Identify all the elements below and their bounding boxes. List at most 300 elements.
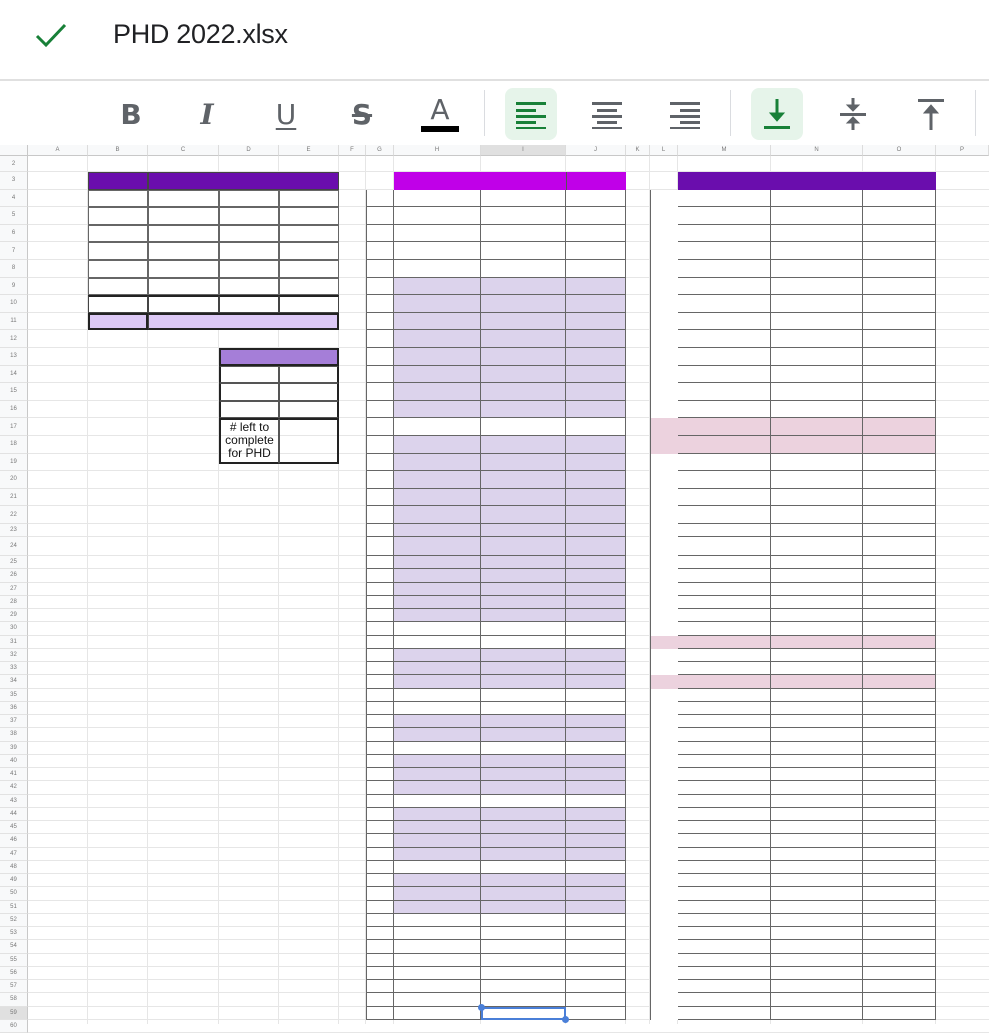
row-header-25[interactable]: 25 <box>0 556 28 569</box>
starts-row-finished[interactable] <box>566 662 626 675</box>
ufo-row-name[interactable] <box>678 260 771 278</box>
starts-row-name[interactable] <box>394 689 481 702</box>
ufo-row-name[interactable] <box>678 636 771 649</box>
row-header-7[interactable]: 7 <box>0 242 28 260</box>
starts-row-finished[interactable] <box>566 489 626 507</box>
ufo-row-finished[interactable] <box>863 583 936 596</box>
ufo-row-finished[interactable] <box>863 914 936 927</box>
ufo-row-finished[interactable] <box>863 689 936 702</box>
ufo-row-note[interactable] <box>771 260 863 278</box>
starts-row-name[interactable] <box>394 278 481 296</box>
starts-row-name[interactable] <box>394 454 481 472</box>
ufo-row-finished[interactable] <box>863 887 936 900</box>
ufo-row-finished[interactable] <box>863 821 936 834</box>
starts-row-name[interactable] <box>394 524 481 537</box>
column-header-d[interactable]: D <box>219 145 279 156</box>
starts-row-finished[interactable] <box>566 728 626 741</box>
row-header-22[interactable]: 22 <box>0 506 28 524</box>
ufo-row-name[interactable] <box>678 583 771 596</box>
ufo-row-note[interactable] <box>771 348 863 366</box>
ufo-row-name[interactable] <box>678 401 771 419</box>
starts-row-finished[interactable] <box>566 295 626 313</box>
ufo-row-note[interactable] <box>771 313 863 331</box>
starts-row-finished[interactable] <box>566 861 626 874</box>
starts-row-name[interactable] <box>394 242 481 260</box>
ufo-row-note[interactable] <box>771 702 863 715</box>
ufo-row-note[interactable] <box>771 207 863 225</box>
ufo-row-name[interactable] <box>678 313 771 331</box>
starts-row-finished[interactable] <box>566 622 626 635</box>
ufo-row-finished[interactable] <box>863 636 936 649</box>
starts-row-finished[interactable] <box>566 649 626 662</box>
ufo-row-name[interactable] <box>678 609 771 622</box>
row-header-3[interactable]: 3 <box>0 172 28 190</box>
italic-button[interactable] <box>181 88 233 140</box>
starts-row-desc[interactable] <box>481 808 566 821</box>
ufo-row-name[interactable] <box>678 742 771 755</box>
ufo-row-name[interactable] <box>678 471 771 489</box>
month-count[interactable] <box>148 260 219 278</box>
column-header-e[interactable]: E <box>279 145 339 156</box>
ufo-row-finished[interactable] <box>863 834 936 847</box>
starts-row-name[interactable] <box>394 295 481 313</box>
starts-row-finished[interactable] <box>566 596 626 609</box>
starts-row-desc[interactable] <box>481 260 566 278</box>
ufo-row-finished[interactable] <box>863 848 936 861</box>
starts-row-name[interactable] <box>394 954 481 967</box>
row-header-33[interactable]: 33 <box>0 662 28 675</box>
ufo-row-note[interactable] <box>771 436 863 454</box>
starts-row-finished[interactable] <box>566 887 626 900</box>
starts-row-name[interactable] <box>394 556 481 569</box>
starts-row-finished[interactable] <box>566 225 626 243</box>
starts-row-finished[interactable] <box>566 190 626 208</box>
starts-row-desc[interactable] <box>481 583 566 596</box>
starts-row-finished[interactable] <box>566 967 626 980</box>
ufo-row-name[interactable] <box>678 489 771 507</box>
starts-row-finished[interactable] <box>566 927 626 940</box>
ufo-row-finished[interactable] <box>863 569 936 582</box>
starts-row-desc[interactable] <box>481 190 566 208</box>
ufo-row-finished[interactable] <box>863 383 936 401</box>
ufo-row-note[interactable] <box>771 821 863 834</box>
ufo-row-finished[interactable] <box>863 609 936 622</box>
starts-row-name[interactable] <box>394 675 481 688</box>
ufo-row-name[interactable] <box>678 874 771 887</box>
ufo-row-name[interactable] <box>678 330 771 348</box>
starts-row-finished[interactable] <box>566 260 626 278</box>
starts-row-desc[interactable] <box>481 940 566 953</box>
ufo-row-note[interactable] <box>771 1007 863 1020</box>
ufo-row-finished[interactable] <box>863 537 936 556</box>
ufo-row-finished[interactable] <box>863 927 936 940</box>
starts-row-desc[interactable] <box>481 887 566 900</box>
column-header-o[interactable]: O <box>863 145 936 156</box>
starts-row-finished[interactable] <box>566 537 626 556</box>
ufo-row-note[interactable] <box>771 295 863 313</box>
starts-row-desc[interactable] <box>481 821 566 834</box>
starts-row-desc[interactable] <box>481 742 566 755</box>
row-header-47[interactable]: 47 <box>0 848 28 861</box>
row-header-52[interactable]: 52 <box>0 914 28 927</box>
starts-row-name[interactable] <box>394 418 481 436</box>
starts-row-finished[interactable] <box>566 940 626 953</box>
column-header-f[interactable]: F <box>339 145 366 156</box>
ufo-row-name[interactable] <box>678 702 771 715</box>
starts-row-finished[interactable] <box>566 834 626 847</box>
starts-row-finished[interactable] <box>566 506 626 524</box>
starts-row-finished[interactable] <box>566 383 626 401</box>
ufo-row-name[interactable] <box>678 622 771 635</box>
ufo-row-name[interactable] <box>678 506 771 524</box>
ufo-row-finished[interactable] <box>863 556 936 569</box>
ufo-row-note[interactable] <box>771 848 863 861</box>
starts-row-desc[interactable] <box>481 914 566 927</box>
starts-row-name[interactable] <box>394 781 481 794</box>
month-count[interactable] <box>279 225 339 243</box>
valign-bottom-button[interactable] <box>751 88 803 140</box>
row-header-9[interactable]: 9 <box>0 278 28 296</box>
starts-row-finished[interactable] <box>566 313 626 331</box>
starts-row-desc[interactable] <box>481 401 566 419</box>
ufo-row-name[interactable] <box>678 190 771 208</box>
ufo-row-name[interactable] <box>678 524 771 537</box>
starts-row-name[interactable] <box>394 609 481 622</box>
row-header-5[interactable]: 5 <box>0 207 28 225</box>
starts-row-finished[interactable] <box>566 278 626 296</box>
starts-row-finished[interactable] <box>566 848 626 861</box>
valign-top-button[interactable] <box>905 88 957 140</box>
ufo-row-name[interactable] <box>678 914 771 927</box>
starts-row-name[interactable] <box>394 1007 481 1020</box>
starts-row-finished[interactable] <box>566 742 626 755</box>
starts-row-desc[interactable] <box>481 556 566 569</box>
starts-row-name[interactable] <box>394 887 481 900</box>
starts-row-desc[interactable] <box>481 874 566 887</box>
ufo-row-note[interactable] <box>771 609 863 622</box>
ufo-row-name[interactable] <box>678 887 771 900</box>
starts-row-desc[interactable] <box>481 524 566 537</box>
ufo-row-note[interactable] <box>771 190 863 208</box>
ufo-row-finished[interactable] <box>863 954 936 967</box>
row-header-48[interactable]: 48 <box>0 861 28 874</box>
ufo-row-finished[interactable] <box>863 278 936 296</box>
ufo-row-finished[interactable] <box>863 596 936 609</box>
row-header-57[interactable]: 57 <box>0 980 28 993</box>
row-header-53[interactable]: 53 <box>0 927 28 940</box>
starts-row-finished[interactable] <box>566 980 626 993</box>
ufo-row-name[interactable] <box>678 993 771 1006</box>
ufo-row-finished[interactable] <box>863 313 936 331</box>
starts-row-desc[interactable] <box>481 689 566 702</box>
ufo-row-name[interactable] <box>678 821 771 834</box>
starts-row-name[interactable] <box>394 914 481 927</box>
bold-button[interactable] <box>105 88 157 140</box>
row-header-54[interactable]: 54 <box>0 940 28 953</box>
row-header-43[interactable]: 43 <box>0 795 28 808</box>
ufo-row-note[interactable] <box>771 675 863 688</box>
starts-row-finished[interactable] <box>566 242 626 260</box>
starts-row-name[interactable] <box>394 225 481 243</box>
row-header-30[interactable]: 30 <box>0 622 28 635</box>
selection-handle-bottom[interactable] <box>562 1016 569 1023</box>
month-count[interactable] <box>148 225 219 243</box>
ufo-row-finished[interactable] <box>863 366 936 384</box>
ufo-row-finished[interactable] <box>863 524 936 537</box>
row-header-56[interactable]: 56 <box>0 967 28 980</box>
ufo-row-note[interactable] <box>771 980 863 993</box>
ufo-row-note[interactable] <box>771 330 863 348</box>
column-header-i[interactable]: I <box>481 145 566 156</box>
column-header-a[interactable]: A <box>28 145 88 156</box>
row-header-34[interactable]: 34 <box>0 675 28 688</box>
ufo-row-name[interactable] <box>678 689 771 702</box>
ufo-row-note[interactable] <box>771 583 863 596</box>
ufo-row-finished[interactable] <box>863 901 936 914</box>
starts-row-name[interactable] <box>394 874 481 887</box>
starts-row-desc[interactable] <box>481 649 566 662</box>
starts-row-finished[interactable] <box>566 418 626 436</box>
ufo-row-note[interactable] <box>771 556 863 569</box>
month-count[interactable] <box>148 190 219 208</box>
starts-row-name[interactable] <box>394 795 481 808</box>
row-header-8[interactable]: 8 <box>0 260 28 278</box>
ufo-row-name[interactable] <box>678 295 771 313</box>
ufo-row-note[interactable] <box>771 401 863 419</box>
ufo-row-note[interactable] <box>771 874 863 887</box>
row-header-58[interactable]: 58 <box>0 993 28 1006</box>
starts-row-name[interactable] <box>394 728 481 741</box>
ufo-row-finished[interactable] <box>863 675 936 688</box>
starts-row-desc[interactable] <box>481 755 566 768</box>
starts-row-name[interactable] <box>394 383 481 401</box>
row-header-31[interactable]: 31 <box>0 636 28 649</box>
starts-row-finished[interactable] <box>566 821 626 834</box>
starts-row-desc[interactable] <box>481 366 566 384</box>
ufo-row-name[interactable] <box>678 278 771 296</box>
starts-row-finished[interactable] <box>566 1007 626 1020</box>
ufo-row-name[interactable] <box>678 795 771 808</box>
starts-row-desc[interactable] <box>481 348 566 366</box>
ufo-row-note[interactable] <box>771 993 863 1006</box>
starts-row-name[interactable] <box>394 662 481 675</box>
starts-row-name[interactable] <box>394 808 481 821</box>
ufo-row-note[interactable] <box>771 278 863 296</box>
row-header-41[interactable]: 41 <box>0 768 28 781</box>
starts-row-desc[interactable] <box>481 506 566 524</box>
ufo-row-finished[interactable] <box>863 874 936 887</box>
ufo-row-finished[interactable] <box>863 715 936 728</box>
starts-row-name[interactable] <box>394 636 481 649</box>
row-header-46[interactable]: 46 <box>0 834 28 847</box>
underline-button[interactable] <box>260 88 312 140</box>
ufo-row-finished[interactable] <box>863 471 936 489</box>
row-header-16[interactable]: 16 <box>0 401 28 419</box>
starts-row-name[interactable] <box>394 742 481 755</box>
starts-row-name[interactable] <box>394 583 481 596</box>
ufo-row-name[interactable] <box>678 207 771 225</box>
valign-middle-button[interactable] <box>827 88 879 140</box>
row-header-6[interactable]: 6 <box>0 225 28 243</box>
starts-row-finished[interactable] <box>566 454 626 472</box>
select-all-corner[interactable] <box>0 145 28 156</box>
starts-row-finished[interactable] <box>566 874 626 887</box>
starts-row-desc[interactable] <box>481 596 566 609</box>
ufo-row-note[interactable] <box>771 366 863 384</box>
month-count[interactable] <box>279 260 339 278</box>
ufo-row-finished[interactable] <box>863 436 936 454</box>
ufo-row-finished[interactable] <box>863 401 936 419</box>
starts-row-desc[interactable] <box>481 795 566 808</box>
align-left-button[interactable] <box>505 88 557 140</box>
starts-row-name[interactable] <box>394 993 481 1006</box>
row-header-17[interactable]: 17 <box>0 418 28 436</box>
ufo-row-note[interactable] <box>771 755 863 768</box>
row-header-2[interactable]: 2 <box>0 156 28 172</box>
ufo-row-finished[interactable] <box>863 742 936 755</box>
starts-row-finished[interactable] <box>566 768 626 781</box>
row-header-10[interactable]: 10 <box>0 295 28 313</box>
starts-row-finished[interactable] <box>566 524 626 537</box>
ufo-row-finished[interactable] <box>863 295 936 313</box>
row-header-12[interactable]: 12 <box>0 330 28 348</box>
starts-row-desc[interactable] <box>481 662 566 675</box>
ufo-row-note[interactable] <box>771 861 863 874</box>
column-header-h[interactable]: H <box>394 145 481 156</box>
ufo-row-finished[interactable] <box>863 980 936 993</box>
month-count[interactable] <box>148 278 219 296</box>
ufo-row-note[interactable] <box>771 383 863 401</box>
ufo-row-name[interactable] <box>678 596 771 609</box>
ufo-row-finished[interactable] <box>863 418 936 436</box>
ufo-row-finished[interactable] <box>863 190 936 208</box>
starts-row-finished[interactable] <box>566 702 626 715</box>
starts-row-desc[interactable] <box>481 436 566 454</box>
row-header-28[interactable]: 28 <box>0 596 28 609</box>
starts-row-desc[interactable] <box>481 295 566 313</box>
starts-row-name[interactable] <box>394 569 481 582</box>
ufo-row-name[interactable] <box>678 954 771 967</box>
ufo-row-name[interactable] <box>678 454 771 472</box>
ufo-row-name[interactable] <box>678 366 771 384</box>
ufo-row-name[interactable] <box>678 967 771 980</box>
ufo-row-name[interactable] <box>678 242 771 260</box>
strikethrough-button[interactable] <box>336 88 388 140</box>
row-header-50[interactable]: 50 <box>0 887 28 900</box>
row-header-13[interactable]: 13 <box>0 348 28 366</box>
month-count[interactable] <box>279 242 339 260</box>
row-header-11[interactable]: 11 <box>0 313 28 331</box>
row-header-23[interactable]: 23 <box>0 524 28 537</box>
starts-row-finished[interactable] <box>566 689 626 702</box>
starts-row-name[interactable] <box>394 649 481 662</box>
starts-row-finished[interactable] <box>566 954 626 967</box>
ufo-row-name[interactable] <box>678 901 771 914</box>
ufo-row-note[interactable] <box>771 537 863 556</box>
align-right-button[interactable] <box>659 88 711 140</box>
ufo-row-finished[interactable] <box>863 622 936 635</box>
ufo-row-note[interactable] <box>771 489 863 507</box>
ufo-row-note[interactable] <box>771 927 863 940</box>
starts-row-desc[interactable] <box>481 675 566 688</box>
starts-row-desc[interactable] <box>481 954 566 967</box>
ufo-row-note[interactable] <box>771 834 863 847</box>
ufo-row-name[interactable] <box>678 556 771 569</box>
starts-row-finished[interactable] <box>566 901 626 914</box>
row-header-42[interactable]: 42 <box>0 781 28 794</box>
ufo-row-finished[interactable] <box>863 242 936 260</box>
starts-row-name[interactable] <box>394 768 481 781</box>
ufo-row-note[interactable] <box>771 524 863 537</box>
ufo-row-note[interactable] <box>771 471 863 489</box>
column-header-k[interactable]: K <box>626 145 650 156</box>
ufo-row-note[interactable] <box>771 649 863 662</box>
ufo-row-name[interactable] <box>678 225 771 243</box>
month-count[interactable] <box>279 207 339 225</box>
starts-row-name[interactable] <box>394 940 481 953</box>
starts-row-desc[interactable] <box>481 454 566 472</box>
starts-row-desc[interactable] <box>481 781 566 794</box>
ufo-row-note[interactable] <box>771 940 863 953</box>
column-header-l[interactable]: L <box>650 145 678 156</box>
starts-row-desc[interactable] <box>481 848 566 861</box>
ufo-row-name[interactable] <box>678 861 771 874</box>
ufo-row-finished[interactable] <box>863 225 936 243</box>
starts-row-desc[interactable] <box>481 609 566 622</box>
starts-row-name[interactable] <box>394 190 481 208</box>
ufo-row-note[interactable] <box>771 967 863 980</box>
ufo-row-name[interactable] <box>678 675 771 688</box>
row-header-14[interactable]: 14 <box>0 366 28 384</box>
ufo-row-name[interactable] <box>678 715 771 728</box>
ufo-row-name[interactable] <box>678 569 771 582</box>
ufo-row-finished[interactable] <box>863 1007 936 1020</box>
row-header-59[interactable]: 59 <box>0 1007 28 1020</box>
ufo-row-note[interactable] <box>771 242 863 260</box>
ufo-row-finished[interactable] <box>863 755 936 768</box>
ufo-row-note[interactable] <box>771 569 863 582</box>
ufo-row-finished[interactable] <box>863 993 936 1006</box>
starts-row-name[interactable] <box>394 596 481 609</box>
ufo-row-note[interactable] <box>771 225 863 243</box>
starts-row-desc[interactable] <box>481 728 566 741</box>
starts-row-desc[interactable] <box>481 313 566 331</box>
ufo-row-name[interactable] <box>678 728 771 741</box>
starts-row-name[interactable] <box>394 861 481 874</box>
ufo-row-name[interactable] <box>678 980 771 993</box>
ufo-row-note[interactable] <box>771 596 863 609</box>
starts-row-finished[interactable] <box>566 348 626 366</box>
row-header-35[interactable]: 35 <box>0 689 28 702</box>
starts-row-desc[interactable] <box>481 242 566 260</box>
ufo-row-finished[interactable] <box>863 330 936 348</box>
starts-row-finished[interactable] <box>566 556 626 569</box>
starts-row-finished[interactable] <box>566 401 626 419</box>
ufo-row-name[interactable] <box>678 834 771 847</box>
ufo-row-name[interactable] <box>678 940 771 953</box>
starts-row-finished[interactable] <box>566 436 626 454</box>
starts-row-name[interactable] <box>394 755 481 768</box>
row-header-45[interactable]: 45 <box>0 821 28 834</box>
starts-row-name[interactable] <box>394 834 481 847</box>
starts-row-desc[interactable] <box>481 622 566 635</box>
starts-row-name[interactable] <box>394 901 481 914</box>
starts-row-desc[interactable] <box>481 569 566 582</box>
starts-row-desc[interactable] <box>481 993 566 1006</box>
row-header-19[interactable]: 19 <box>0 454 28 472</box>
ufo-row-note[interactable] <box>771 418 863 436</box>
row-header-4[interactable]: 4 <box>0 190 28 208</box>
